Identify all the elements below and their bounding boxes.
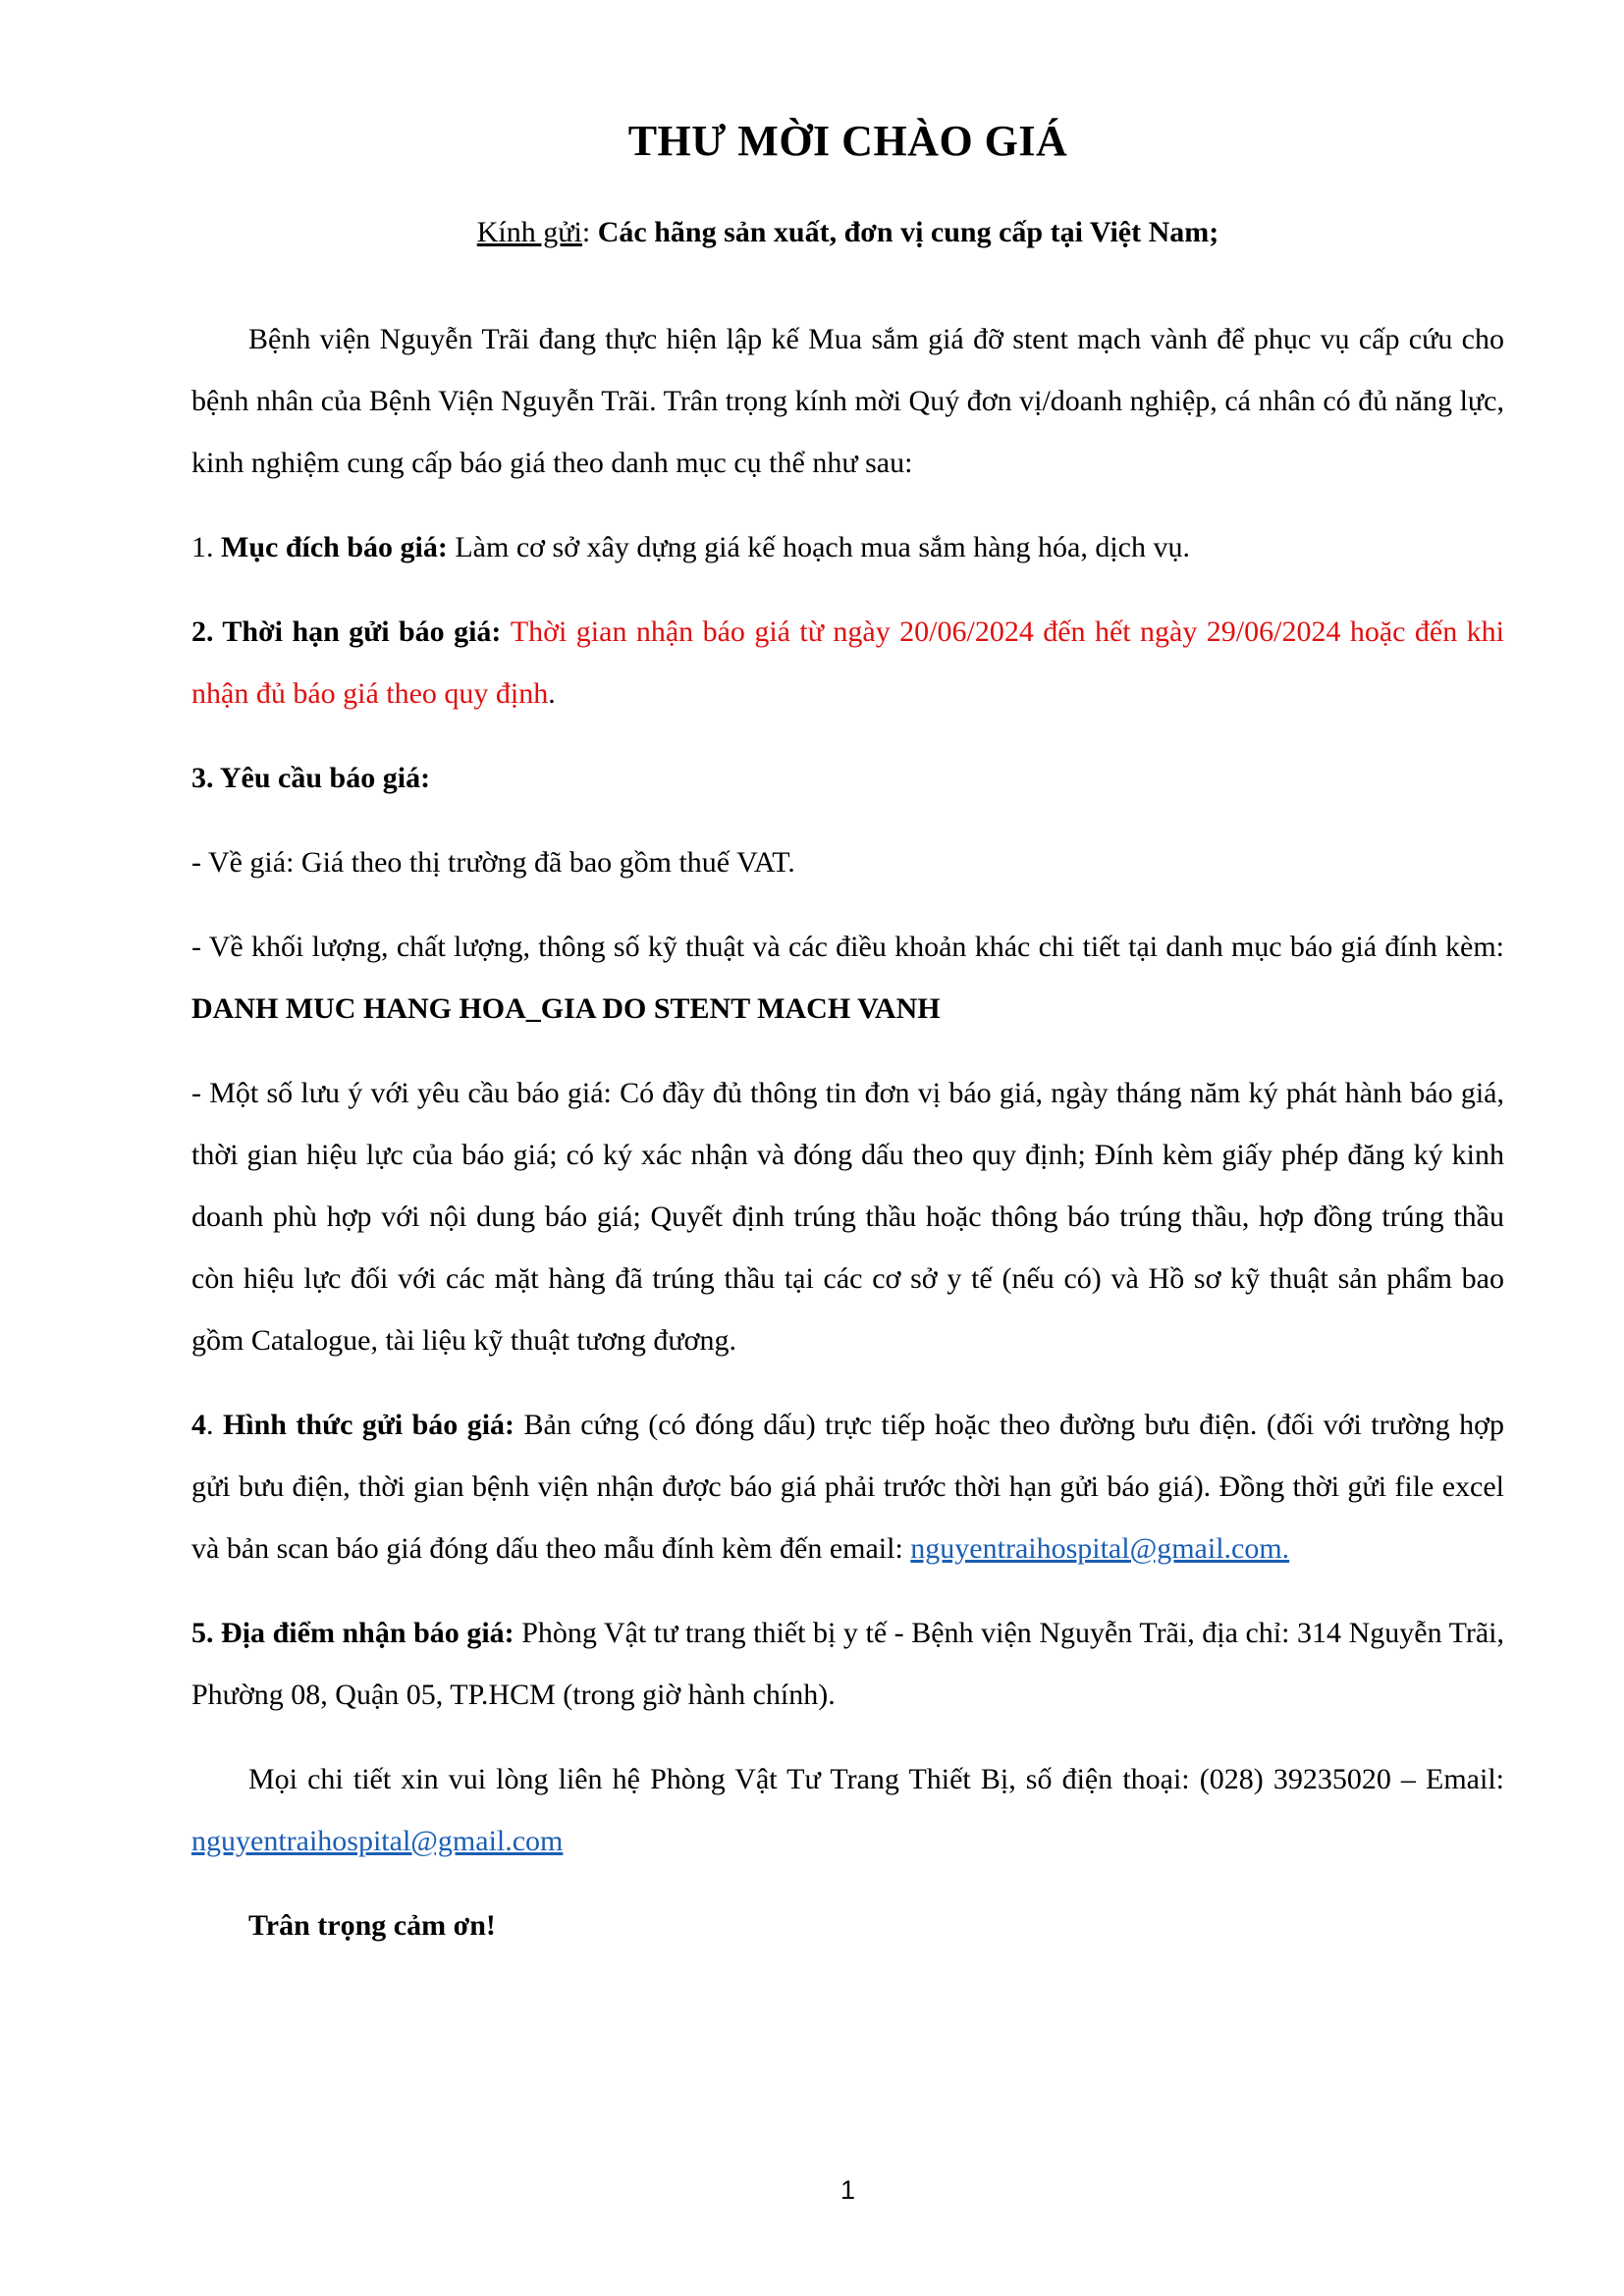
text-segment: - Về giá: Giá theo thị trường đã bao gồm thuế VAT. xyxy=(191,845,795,879)
text-segment: 2. Thời hạn gửi báo giá: xyxy=(191,614,511,648)
contact-paragraph xyxy=(191,1748,1504,1872)
closing-line xyxy=(191,1895,1504,1956)
text-segment: 5. Địa điểm nhận báo giá: xyxy=(191,1616,522,1649)
text-segment: 1. xyxy=(191,530,221,563)
text-segment: Các hãng sản xuất, đơn vị cung cấp tại Việt Nam; xyxy=(597,215,1219,248)
requirement-notes xyxy=(191,1062,1504,1371)
intro-paragraph xyxy=(191,308,1504,494)
document-title: THƯ MỜI CHÀO GIÁ xyxy=(627,117,1068,165)
document-body xyxy=(191,201,1504,1956)
greeting-line xyxy=(191,201,1504,263)
text-segment: 3. Yêu cầu báo giá: xyxy=(191,761,431,794)
section-3-heading xyxy=(191,747,1504,809)
text-segment: Trân trọng cảm ơn! xyxy=(248,1908,496,1942)
email-link[interactable]: nguyentraihospital@gmail.com. xyxy=(910,1531,1290,1565)
text-segment: . xyxy=(548,676,556,710)
requirement-specs xyxy=(191,916,1504,1040)
text-segment: Làm cơ sở xây dựng giá kế hoạch mua sắm hàng hóa, dịch vụ. xyxy=(455,530,1190,563)
text-segment: - Về khối lượng, chất lượng, thông số kỹ thuật và các điều khoản khác chi tiết tại danh mục báo giá đính kèm: xyxy=(191,930,1504,963)
text-segment: Mọi chi tiết xin vui lòng liên hệ Phòng Vật Tư Trang Thiết Bị, số điện thoại: (028) 39235020 – Email: xyxy=(248,1762,1504,1795)
text-segment: : xyxy=(581,215,598,248)
text-segment: Mục đích báo giá: xyxy=(221,530,456,563)
text-segment: - Một số lưu ý với yêu cầu báo giá: Có đầy đủ thông tin đơn vị báo giá, ngày tháng năm ký phát hành báo giá, thời gian hiệu lực của báo giá; có ký xác nhận và đóng dấu theo quy định; Đính kèm giấy phép đăng ký kinh doanh phù hợp với nội dung báo giá; Quyết định trúng thầu hoặc thông báo trúng thầu, hợp đồng trúng thầu còn hiệu lực đối với các mặt hàng đã trúng thầu tại các cơ sở y tế (nếu có) và Hồ sơ kỹ thuật sản phẩm bao gồm Catalogue, tài liệu kỹ thuật tương đương. xyxy=(191,1076,1504,1357)
text-segment: Thời gian nhận báo giá từ ngày 20/06/2024 đến hết ngày 29/06/2024 hoặc đến khi nhận đủ báo giá theo quy định xyxy=(191,614,1504,710)
text-segment: Bệnh viện Nguyễn Trãi đang thực hiện lập kế Mua sắm giá đỡ stent mạch vành để phục vụ cấp cứu cho bệnh nhân của Bệnh Viện Nguyễn Trãi. Trân trọng kính mời Quý đơn vị/doanh nghiệp, cá nhân có đủ năng lực, kinh nghiệm cung cấp báo giá theo danh mục cụ thể như sau: xyxy=(191,322,1504,479)
text-segment: Bản cứng (có đóng dấu) trực tiếp hoặc theo đường bưu điện. (đối với trường hợp gửi bưu điện, thời gian bệnh viện nhận được báo giá phải trước thời hạn gửi báo giá). Đồng thời gửi file excel và bản scan báo giá đóng dấu theo mẫu đính kèm đến email: xyxy=(191,1408,1504,1565)
section-1-purpose xyxy=(191,516,1504,578)
section-5-address xyxy=(191,1602,1504,1726)
section-4-delivery-method xyxy=(191,1394,1504,1579)
page-number: 1 xyxy=(839,2175,856,2205)
text-segment: . xyxy=(206,1408,223,1441)
text-segment: Phòng Vật tư trang thiết bị y tế - Bệnh viện Nguyễn Trãi, địa chỉ: 314 Nguyễn Trãi, Phường 08, Quận 05, TP.HCM (trong giờ hành chính). xyxy=(191,1616,1504,1711)
requirement-price xyxy=(191,831,1504,893)
text-segment: Hình thức gửi báo giá: xyxy=(222,1408,524,1441)
email-link[interactable]: nguyentraihospital@gmail.com xyxy=(191,1824,564,1857)
text-segment: DANH MUC HANG HOA_GIA DO STENT MACH VANH xyxy=(191,991,941,1025)
section-2-deadline xyxy=(191,601,1504,724)
text-segment: 4 xyxy=(191,1408,206,1441)
text-segment: Kính gửi xyxy=(476,215,582,248)
